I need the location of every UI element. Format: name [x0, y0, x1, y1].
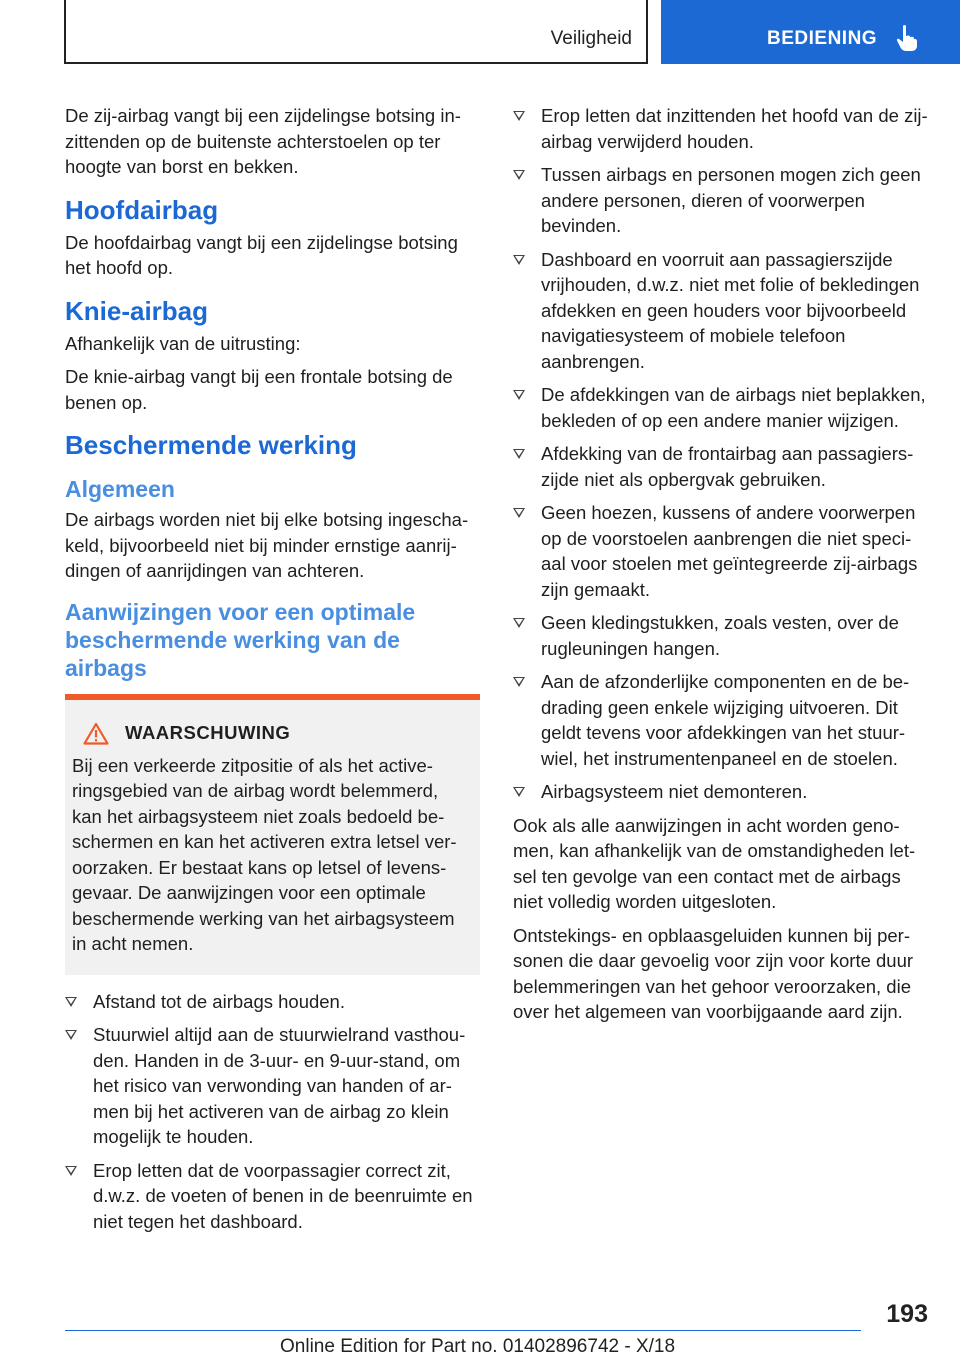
warning-box [65, 694, 480, 975]
chapter-title: BEDIENING [767, 28, 878, 49]
bullet-triangle-icon [513, 390, 525, 400]
heading-knie-airbag: Knie-airbag [65, 295, 209, 326]
heading-aanwijzingen: Aanwijzingen voor een optimale beschermende werking van de airbags [65, 598, 416, 681]
bullet-triangle-icon [65, 1030, 77, 1040]
bullet-triangle-icon [513, 255, 525, 265]
warning-text: Bij een verkeerde zitpositie of als het activeringsgebied van de airbag wordt belemmerd, kan het airbagsysteem niet zoals bedoeld beschermen en kan het activeren extra letsel veroorzaken. Er bestaat kans op letsel of levensgevaar. De aanwijzingen voor een optimale beschermende werking van het airbagsysteem in acht nemen. [72, 754, 457, 954]
list-item: Erop letten dat de voorpassagier correct zit, d.w.z. de voeten of benen in de beenruimte en niet tegen het dashboard. [65, 1158, 480, 1235]
list-item: Tussen airbags en personen mogen zich geen andere personen, dieren of voorwerpen bevinden. [513, 162, 929, 239]
heading-hoofdairbag: Hoofdairbag [65, 194, 219, 225]
list-item: De afdekkingen van de airbags niet beplakken, bekleden of op een andere manier wijzigen. [513, 382, 929, 433]
bullet-triangle-icon [65, 1166, 77, 1176]
algemeen-paragraph: De airbags worden niet bij elke botsing ingeschakeld, bijvoorbeeld niet bij minder ernstige aanrijdingen of aanrijdingen van achteren. [65, 509, 469, 581]
list-item: Stuurwiel altijd aan de stuurwielrand vasthouden. Handen in de 3-uur- en 9-uur-stand, om het risico van verwonding van handen of armen bij het activeren van de airbag zo klein mogelijk te houden. [65, 1022, 480, 1150]
warning-title: WAARSCHUWING [125, 722, 291, 743]
bullet-triangle-icon [65, 997, 77, 1007]
intro-paragraph: De zij-airbag vangt bij een zijdelingse botsing inzittenden op de buitenste achterstoelen op ter hoogte van borst en bekken. [65, 105, 461, 177]
left-column [65, 103, 480, 1242]
bullet-triangle-icon [513, 787, 525, 797]
pointing-hand-icon [895, 24, 919, 52]
hoofdairbag-paragraph: De hoofdairbag vangt bij een zijdelingse botsing het hoofd op. [65, 231, 458, 278]
header-section-box [64, 0, 648, 64]
left-bullet-list [65, 989, 480, 1235]
right-paragraph-2: Ontstekings- en opblaasgeluiden kunnen bij personen die daar gevoelig voor zijn voor korte duur belemmeringen van het gehoor veroorzaken, die over het algemeen van voorbijgaande aard zijn. [513, 924, 914, 1022]
right-paragraph-1: Ook als alle aanwijzingen in acht worden genomen, kan afhankelijk van de omstandigheden letsel ten gevolge van een contact met de airbags niet volledig worden uitgesloten. [513, 814, 916, 912]
list-item: Afstand tot de airbags houden. [65, 989, 480, 1015]
footer-edition: Online Edition for Part no. 01402896742 - X/18 [280, 1336, 676, 1357]
list-item: Dashboard en voorruit aan passagierszijde vrijhouden, d.w.z. niet met folie of bekledingen afdekken en geen houders voor bijvoorbeeld navigatiesysteem of mobiele telefoon aanbrengen. [513, 247, 929, 375]
heading-algemeen: Algemeen [65, 476, 175, 502]
knie-paragraph: De knie-airbag vangt bij een frontale botsing de benen op. [65, 366, 453, 413]
footer-divider [65, 1330, 861, 1331]
list-item: Geen hoezen, kussens of andere voorwerpen op de voorstoelen aanbrengen die niet speciaal voor stoelen met geïntegreerde zij-airbags zijn gemaakt. [513, 500, 929, 602]
bullet-triangle-icon [513, 677, 525, 687]
bullet-triangle-icon [513, 170, 525, 180]
page-number: 193 [886, 1300, 928, 1328]
list-item: Airbagsysteem niet demonteren. [513, 779, 929, 805]
warning-triangle-icon [83, 722, 109, 745]
bullet-triangle-icon [513, 449, 525, 459]
list-item: Erop letten dat inzittenden het hoofd van de zij-airbag verwijderd houden. [513, 103, 929, 154]
list-item: Aan de afzonderlijke componenten en de bedrading geen enkele wijziging uitvoeren. Dit geldt tevens voor afdekkingen van het stuurwiel, het instrumentenpaneel en de stoelen. [513, 669, 929, 771]
right-column [513, 103, 929, 1033]
chapter-tab[interactable] [661, 0, 960, 64]
right-bullet-list [513, 103, 929, 805]
bullet-triangle-icon [513, 111, 525, 121]
section-title: Veiligheid [550, 28, 632, 49]
list-item: Afdekking van de frontairbag aan passagierszijde niet als opbergvak gebruiken. [513, 441, 929, 492]
warning-header [72, 722, 470, 745]
bullet-triangle-icon [513, 508, 525, 518]
list-item: Geen kledingstukken, zoals vesten, over de rugleuningen hangen. [513, 610, 929, 661]
bullet-triangle-icon [513, 618, 525, 628]
heading-beschermende-werking: Beschermende werking [65, 430, 357, 460]
knie-equipment-note: Afhankelijk van de uitrusting: [65, 332, 301, 354]
